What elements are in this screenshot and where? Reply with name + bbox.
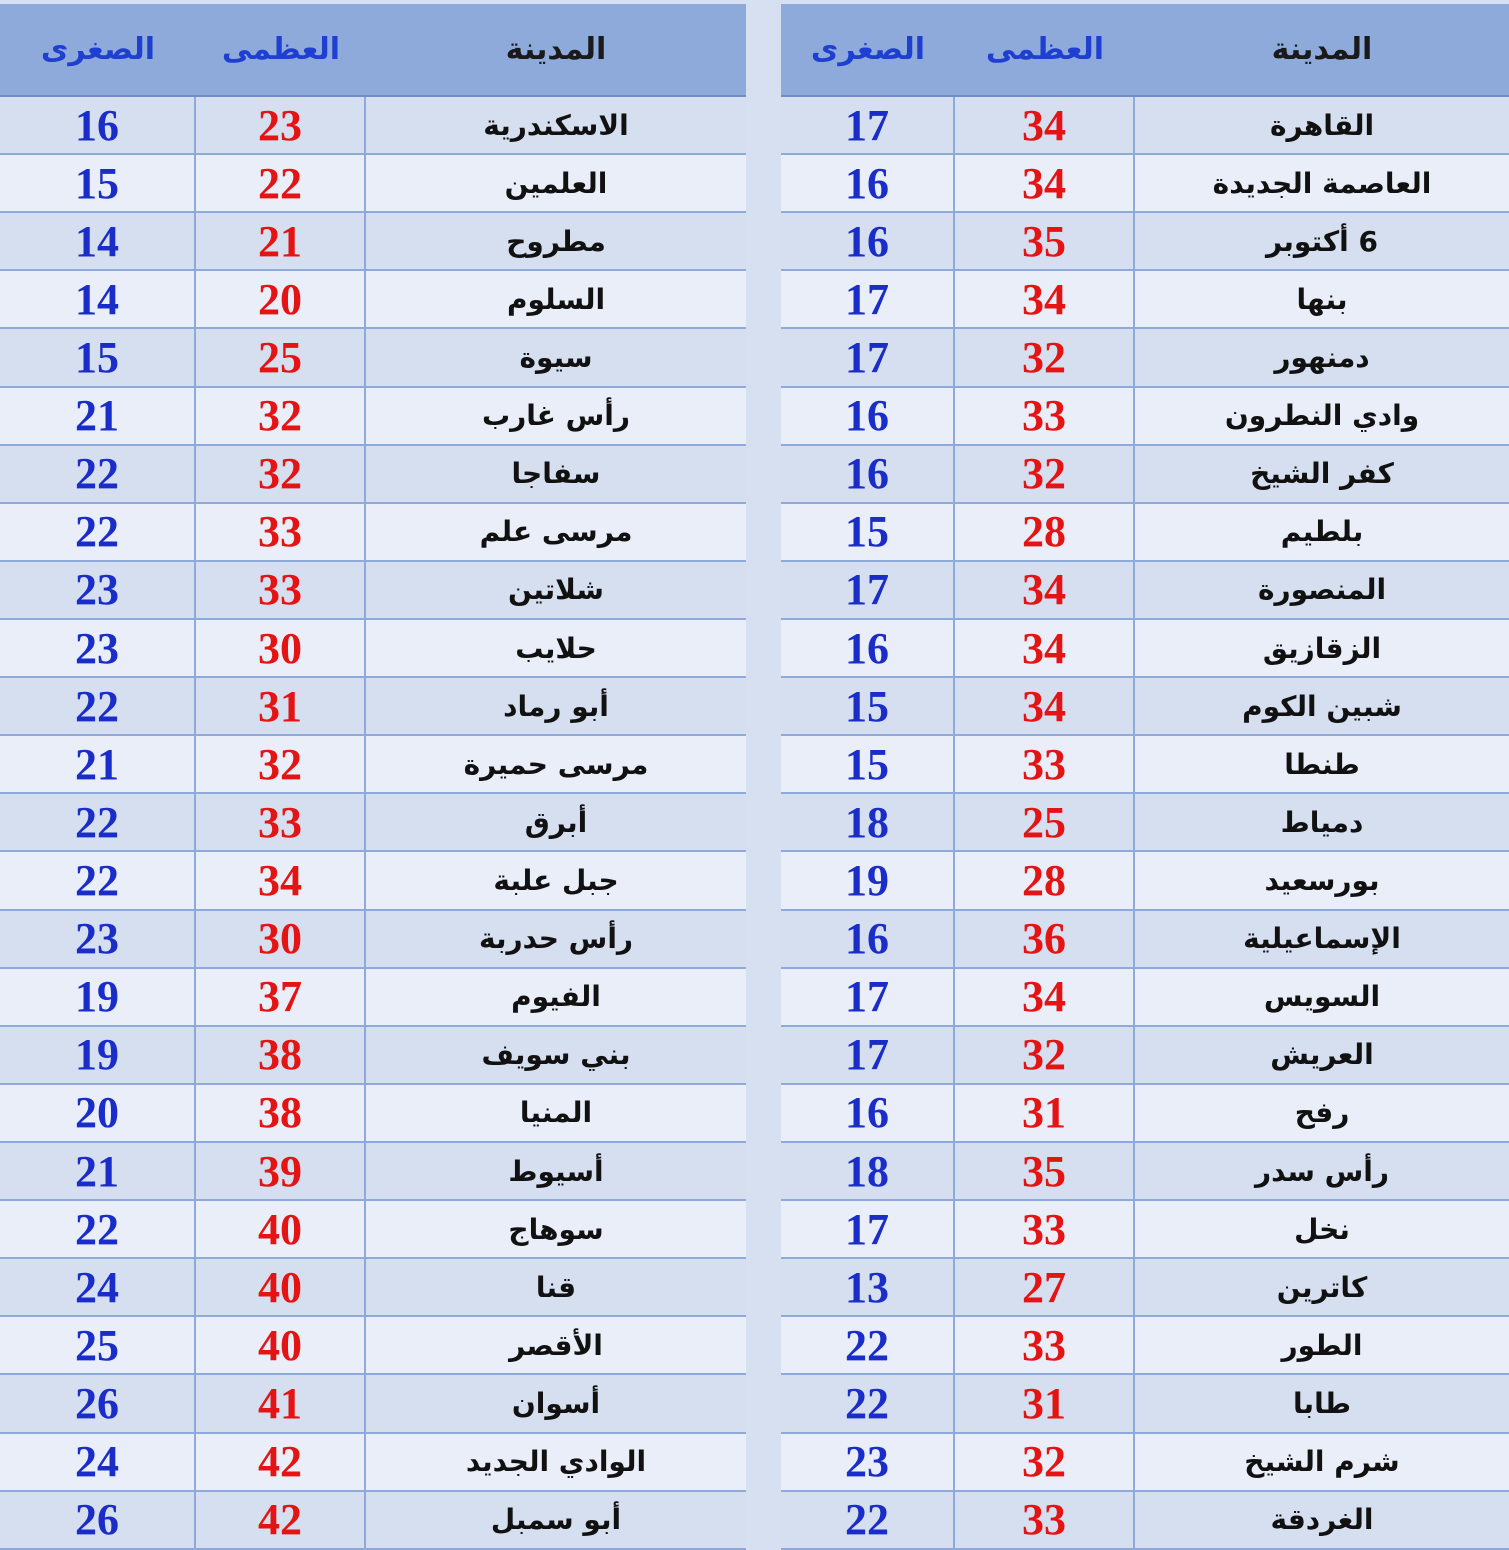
min-temp-cell: 26: [0, 1375, 196, 1431]
max-temp-cell: 20: [196, 271, 366, 327]
header-min: الصغرى: [810, 32, 926, 67]
table-row: [0, 736, 746, 794]
min-temp-cell: 15: [0, 155, 196, 211]
city-cell: شلاتين: [508, 573, 604, 607]
table-row: [781, 794, 1509, 852]
min-temp-cell: 20: [0, 1085, 196, 1141]
city-cell: دمنهور: [1274, 340, 1370, 374]
temperature-table-left: [0, 4, 746, 1550]
min-temp-cell: 17: [781, 562, 955, 618]
city-cell: طنطا: [1284, 747, 1360, 781]
max-temp-cell: 40: [196, 1201, 366, 1257]
table-row: [781, 329, 1509, 387]
min-temp-cell: 17: [781, 969, 955, 1025]
table-row: [0, 388, 746, 446]
min-temp-cell: 16: [781, 620, 955, 676]
table-row: [781, 1143, 1509, 1201]
city-cell: الإسماعيلية: [1243, 922, 1401, 956]
city-cell: العريش: [1270, 1038, 1374, 1072]
min-temp-cell: 23: [781, 1434, 955, 1490]
table-row: [0, 1259, 746, 1317]
city-cell: مرسى حميرة: [463, 747, 649, 781]
min-temp-cell: 18: [781, 794, 955, 850]
min-temp-cell: 21: [0, 736, 196, 792]
table-row: [781, 1434, 1509, 1492]
city-cell: الفيوم: [511, 980, 601, 1014]
min-temp-cell: 21: [0, 388, 196, 444]
table-row: [0, 271, 746, 329]
min-temp-cell: 22: [0, 446, 196, 502]
min-temp-cell: 16: [781, 388, 955, 444]
city-cell: رأس سدر: [1255, 1154, 1389, 1188]
max-temp-cell: 39: [196, 1143, 366, 1199]
table-header: [781, 4, 1509, 97]
min-temp-cell: 16: [781, 1085, 955, 1141]
table-row: [781, 388, 1509, 446]
table-row: [781, 1201, 1509, 1259]
max-temp-cell: 42: [196, 1434, 366, 1490]
table-row: [0, 1375, 746, 1433]
city-cell: شرم الشيخ: [1244, 1445, 1400, 1479]
table-row: [781, 1085, 1509, 1143]
city-cell: رأس غارب: [482, 399, 630, 433]
max-temp-cell: 32: [955, 1027, 1135, 1083]
max-temp-cell: 34: [955, 678, 1135, 734]
city-cell: بلطيم: [1280, 515, 1364, 549]
min-temp-cell: 22: [781, 1492, 955, 1548]
table-row: [781, 1375, 1509, 1433]
min-temp-cell: 19: [0, 1027, 196, 1083]
min-temp-cell: 16: [781, 911, 955, 967]
max-temp-cell: 35: [955, 1143, 1135, 1199]
table-row: [781, 969, 1509, 1027]
table-row: [0, 1027, 746, 1085]
min-temp-cell: 23: [0, 562, 196, 618]
city-cell: جبل علبة: [493, 863, 619, 897]
max-temp-cell: 25: [196, 329, 366, 385]
max-temp-cell: 31: [955, 1375, 1135, 1431]
table-row: [781, 1492, 1509, 1550]
city-cell: كاترين: [1276, 1270, 1368, 1304]
city-cell: العاصمة الجديدة: [1212, 166, 1432, 200]
max-temp-cell: 42: [196, 1492, 366, 1548]
max-temp-cell: 40: [196, 1259, 366, 1315]
max-temp-cell: 28: [955, 504, 1135, 560]
max-temp-cell: 40: [196, 1317, 366, 1373]
table-row: [781, 271, 1509, 329]
table-row: [781, 504, 1509, 562]
city-cell: سفاجا: [511, 457, 601, 491]
city-cell: دمياط: [1280, 805, 1364, 839]
table-row: [0, 794, 746, 852]
table-body: [0, 97, 746, 1550]
min-temp-cell: 18: [781, 1143, 955, 1199]
min-temp-cell: 22: [781, 1317, 955, 1373]
min-temp-cell: 23: [0, 620, 196, 676]
table-row: [0, 213, 746, 271]
table-row: [781, 678, 1509, 736]
max-temp-cell: 32: [196, 736, 366, 792]
table-row: [781, 1027, 1509, 1085]
min-temp-cell: 14: [0, 271, 196, 327]
city-cell: طابا: [1293, 1386, 1351, 1420]
max-temp-cell: 33: [196, 562, 366, 618]
min-temp-cell: 22: [0, 1201, 196, 1257]
table-row: [0, 562, 746, 620]
max-temp-cell: 32: [955, 329, 1135, 385]
table-row: [0, 1201, 746, 1259]
header-city: المدينة: [505, 32, 607, 67]
table-row: [781, 736, 1509, 794]
table-row: [0, 1317, 746, 1375]
max-temp-cell: 30: [196, 620, 366, 676]
table-row: [781, 562, 1509, 620]
max-temp-cell: 23: [196, 97, 366, 153]
min-temp-cell: 19: [781, 852, 955, 908]
city-cell: 6 أكتوبر: [1265, 224, 1379, 258]
min-temp-cell: 24: [0, 1434, 196, 1490]
table-row: [0, 620, 746, 678]
table-row: [781, 1259, 1509, 1317]
min-temp-cell: 21: [0, 1143, 196, 1199]
min-temp-cell: 22: [0, 794, 196, 850]
max-temp-cell: 33: [955, 388, 1135, 444]
max-temp-cell: 27: [955, 1259, 1135, 1315]
table-row: [781, 1317, 1509, 1375]
city-cell: بني سويف: [481, 1038, 631, 1072]
min-temp-cell: 16: [0, 97, 196, 153]
city-cell: الأقصر: [509, 1328, 603, 1362]
min-temp-cell: 15: [781, 736, 955, 792]
city-cell: القاهرة: [1269, 108, 1375, 142]
max-temp-cell: 34: [955, 620, 1135, 676]
min-temp-cell: 15: [781, 504, 955, 560]
min-temp-cell: 19: [0, 969, 196, 1025]
table-row: [0, 155, 746, 213]
min-temp-cell: 22: [0, 678, 196, 734]
table-row: [0, 1492, 746, 1550]
max-temp-cell: 33: [955, 1317, 1135, 1373]
city-cell: سيوة: [519, 340, 593, 374]
header-max: العظمى: [985, 32, 1105, 67]
min-temp-cell: 16: [781, 213, 955, 269]
max-temp-cell: 34: [955, 97, 1135, 153]
min-temp-cell: 25: [0, 1317, 196, 1373]
table-row: [0, 1434, 746, 1492]
min-temp-cell: 22: [0, 504, 196, 560]
city-cell: أبرق: [524, 805, 588, 839]
city-cell: السلوم: [506, 282, 606, 316]
table-row: [0, 678, 746, 736]
table-row: [0, 852, 746, 910]
min-temp-cell: 24: [0, 1259, 196, 1315]
table-row: [0, 504, 746, 562]
city-cell: بورسعيد: [1264, 863, 1380, 897]
min-temp-cell: 15: [0, 329, 196, 385]
table-row: [0, 446, 746, 504]
table-row: [781, 911, 1509, 969]
max-temp-cell: 33: [955, 1492, 1135, 1548]
city-cell: رأس حدربة: [478, 922, 634, 956]
table-row: [781, 446, 1509, 504]
min-temp-cell: 16: [781, 446, 955, 502]
max-temp-cell: 28: [955, 852, 1135, 908]
max-temp-cell: 38: [196, 1027, 366, 1083]
city-cell: مرسى علم: [479, 515, 633, 549]
city-cell: سوهاج: [508, 1212, 604, 1246]
min-temp-cell: 22: [0, 852, 196, 908]
max-temp-cell: 31: [196, 678, 366, 734]
min-temp-cell: 17: [781, 97, 955, 153]
max-temp-cell: 22: [196, 155, 366, 211]
max-temp-cell: 34: [955, 271, 1135, 327]
max-temp-cell: 34: [955, 155, 1135, 211]
table-row: [781, 620, 1509, 678]
min-temp-cell: 26: [0, 1492, 196, 1548]
table-row: [0, 1085, 746, 1143]
max-temp-cell: 25: [955, 794, 1135, 850]
max-temp-cell: 37: [196, 969, 366, 1025]
city-cell: حلايب: [515, 631, 597, 665]
city-cell: أبو سمبل: [490, 1503, 622, 1537]
min-temp-cell: 17: [781, 271, 955, 327]
max-temp-cell: 33: [955, 736, 1135, 792]
city-cell: الاسكندرية: [483, 108, 629, 142]
city-cell: المنيا: [519, 1096, 593, 1130]
max-temp-cell: 36: [955, 911, 1135, 967]
max-temp-cell: 33: [196, 504, 366, 560]
city-cell: مطروح: [506, 224, 606, 258]
min-temp-cell: 15: [781, 678, 955, 734]
city-cell: كفر الشيخ: [1250, 457, 1394, 491]
min-temp-cell: 16: [781, 155, 955, 211]
city-cell: وادي النطرون: [1224, 399, 1420, 433]
city-cell: السويس: [1263, 980, 1381, 1014]
city-cell: الوادي الجديد: [465, 1445, 647, 1479]
city-cell: بنها: [1296, 282, 1348, 316]
city-cell: أبو رماد: [503, 689, 609, 723]
table-row: [0, 1143, 746, 1201]
max-temp-cell: 32: [955, 1434, 1135, 1490]
max-temp-cell: 33: [196, 794, 366, 850]
header-max: العظمى: [221, 32, 341, 67]
city-cell: شبين الكوم: [1242, 689, 1402, 723]
table-row: [0, 911, 746, 969]
header-city: المدينة: [1271, 32, 1373, 67]
city-cell: رفح: [1294, 1096, 1350, 1130]
min-temp-cell: 13: [781, 1259, 955, 1315]
max-temp-cell: 31: [955, 1085, 1135, 1141]
min-temp-cell: 17: [781, 329, 955, 385]
city-cell: أسوان: [511, 1386, 601, 1420]
table-body: [781, 97, 1509, 1550]
city-cell: الطور: [1281, 1328, 1363, 1362]
city-cell: قنا: [535, 1270, 577, 1304]
max-temp-cell: 34: [955, 562, 1135, 618]
table-row: [781, 213, 1509, 271]
max-temp-cell: 32: [955, 446, 1135, 502]
max-temp-cell: 34: [955, 969, 1135, 1025]
city-cell: أسيوط: [508, 1154, 604, 1188]
min-temp-cell: 17: [781, 1201, 955, 1257]
temperature-table-right: [781, 4, 1509, 1550]
min-temp-cell: 22: [781, 1375, 955, 1431]
header-min: الصغرى: [40, 32, 156, 67]
min-temp-cell: 23: [0, 911, 196, 967]
max-temp-cell: 33: [955, 1201, 1135, 1257]
max-temp-cell: 32: [196, 388, 366, 444]
max-temp-cell: 38: [196, 1085, 366, 1141]
min-temp-cell: 14: [0, 213, 196, 269]
table-header: [0, 4, 746, 97]
city-cell: المنصورة: [1257, 573, 1387, 607]
max-temp-cell: 41: [196, 1375, 366, 1431]
table-row: [781, 852, 1509, 910]
max-temp-cell: 35: [955, 213, 1135, 269]
city-cell: الغردقة: [1270, 1503, 1374, 1537]
table-row: [781, 155, 1509, 213]
table-row: [781, 97, 1509, 155]
max-temp-cell: 32: [196, 446, 366, 502]
max-temp-cell: 34: [196, 852, 366, 908]
city-cell: نخل: [1294, 1212, 1350, 1246]
city-cell: العلمين: [504, 166, 608, 200]
table-row: [0, 97, 746, 155]
city-cell: الزقازيق: [1262, 631, 1382, 665]
table-row: [0, 329, 746, 387]
max-temp-cell: 30: [196, 911, 366, 967]
min-temp-cell: 17: [781, 1027, 955, 1083]
max-temp-cell: 21: [196, 213, 366, 269]
table-row: [0, 969, 746, 1027]
